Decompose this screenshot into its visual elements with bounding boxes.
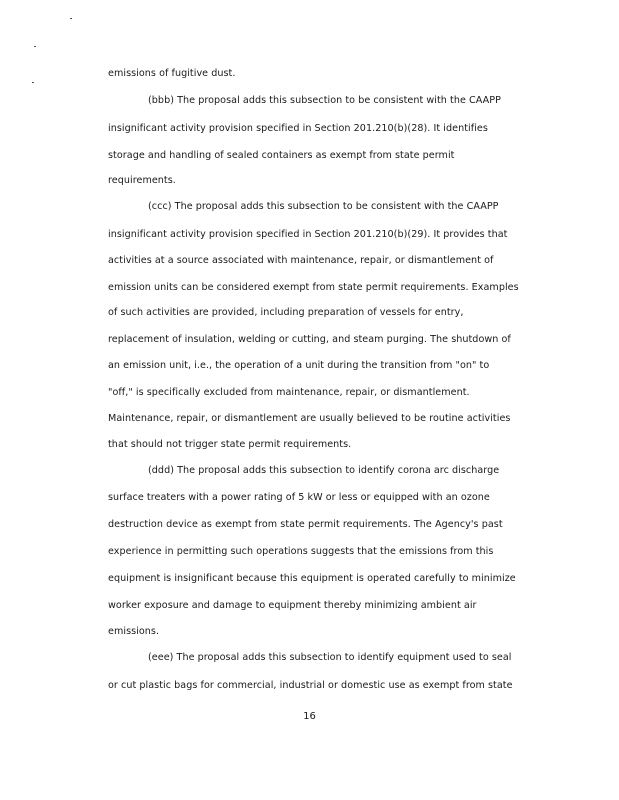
text-line: emissions of fugitive dust. xyxy=(108,68,236,79)
text-line: emission units can be considered exempt from state permit requirements. Examples xyxy=(108,282,519,293)
scan-speck xyxy=(70,18,72,19)
text-line: emissions. xyxy=(108,626,160,637)
scan-speck xyxy=(32,82,34,83)
text-line: Maintenance, repair, or dismantlement are usually believed to be routine activities xyxy=(108,413,511,424)
text-line: or cut plastic bags for commercial, industrial or domestic use as exempt from state xyxy=(108,680,513,691)
text-line: activities at a source associated with maintenance, repair, or dismantlement of xyxy=(108,255,494,266)
text-line: "off," is specifically excluded from maintenance, repair, or dismantlement. xyxy=(108,387,470,398)
text-line: equipment is insignificant because this equipment is operated carefully to minimize xyxy=(108,573,516,584)
text-line: of such activities are provided, including preparation of vessels for entry, xyxy=(108,307,464,318)
text-line: (ddd) The proposal adds this subsection to identify corona arc discharge xyxy=(148,465,500,476)
page-number: 16 xyxy=(303,711,316,722)
text-line: storage and handling of sealed containers as exempt from state permit xyxy=(108,150,455,161)
text-line: (ccc) The proposal adds this subsection to be consistent with the CAAPP xyxy=(148,201,499,212)
text-line: replacement of insulation, welding or cutting, and steam purging. The shutdown of xyxy=(108,334,511,345)
text-line: destruction device as exempt from state permit requirements. The Agency's past xyxy=(108,519,503,530)
text-line: an emission unit, i.e., the operation of a unit during the transition from "on" to xyxy=(108,360,490,371)
text-line: experience in permitting such operations suggests that the emissions from this xyxy=(108,546,494,557)
text-line: surface treaters with a power rating of 5 kW or less or equipped with an ozone xyxy=(108,492,490,503)
text-line: worker exposure and damage to equipment thereby minimizing ambient air xyxy=(108,600,477,611)
scan-speck xyxy=(34,46,36,47)
text-line: insignificant activity provision specified in Section 201.210(b)(29). It provides that xyxy=(108,229,508,240)
text-line: requirements. xyxy=(108,175,176,186)
text-line: (eee) The proposal adds this subsection to identify equipment used to seal xyxy=(148,652,512,663)
text-line: insignificant activity provision specified in Section 201.210(b)(28). It identifies xyxy=(108,123,488,134)
text-line: (bbb) The proposal adds this subsection to be consistent with the CAAPP xyxy=(148,95,501,106)
text-line: that should not trigger state permit requirements. xyxy=(108,439,352,450)
